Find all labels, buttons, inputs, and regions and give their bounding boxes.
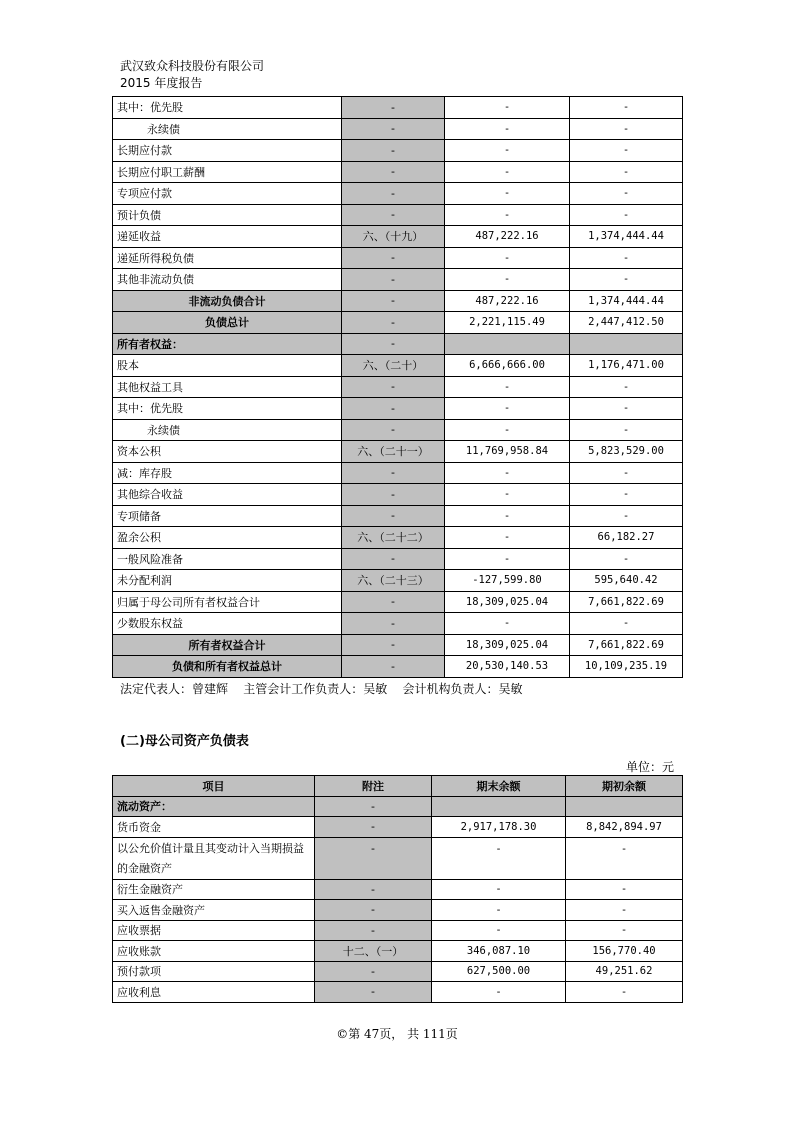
row-note: - xyxy=(315,982,432,1003)
table-header-row xyxy=(113,776,683,797)
row-end-balance: 18,309,025.04 xyxy=(445,591,570,613)
row-end-balance: - xyxy=(445,247,570,269)
row-label: 递延所得税负债 xyxy=(113,247,342,269)
table-row xyxy=(113,548,683,570)
row-end-balance: 6,666,666.00 xyxy=(445,355,570,377)
header-note: 附注 xyxy=(315,776,432,797)
table-row xyxy=(113,796,683,817)
row-begin-balance: 1,176,471.00 xyxy=(570,355,683,377)
row-begin-balance: 49,251.62 xyxy=(566,961,683,982)
row-end-balance: 18,309,025.04 xyxy=(445,634,570,656)
table-row xyxy=(113,269,683,291)
row-note: - xyxy=(342,505,445,527)
table-row xyxy=(113,398,683,420)
row-begin-balance: - xyxy=(570,269,683,291)
row-label: 所有者权益： xyxy=(113,333,342,355)
table-row xyxy=(113,656,683,678)
row-note: - xyxy=(342,484,445,506)
table-row xyxy=(113,941,683,962)
row-label: 归属于母公司所有者权益合计 xyxy=(113,591,342,613)
report-header xyxy=(120,58,264,92)
row-note: 六、（二十二） xyxy=(342,527,445,549)
row-label: 其他综合收益 xyxy=(113,484,342,506)
row-end-balance: - xyxy=(445,97,570,119)
row-label: 一般风险准备 xyxy=(113,548,342,570)
table-row xyxy=(113,462,683,484)
row-end-balance: - xyxy=(445,527,570,549)
row-begin-balance: 1,374,444.44 xyxy=(570,290,683,312)
row-end-balance: - xyxy=(432,837,566,879)
table-row xyxy=(113,441,683,463)
row-begin-balance: 1,374,444.44 xyxy=(570,226,683,248)
row-label: 应收账款 xyxy=(113,941,315,962)
row-begin-balance: 5,823,529.00 xyxy=(570,441,683,463)
table-row xyxy=(113,419,683,441)
row-end-balance: 11,769,958.84 xyxy=(445,441,570,463)
row-end-balance: - xyxy=(445,183,570,205)
table-row xyxy=(113,97,683,119)
row-label: 货币资金 xyxy=(113,817,315,838)
row-end-balance: - xyxy=(432,900,566,921)
row-note: 十二、（一） xyxy=(315,941,432,962)
row-note: - xyxy=(315,920,432,941)
row-note: - xyxy=(342,656,445,678)
table-row xyxy=(113,333,683,355)
row-note: - xyxy=(342,376,445,398)
table-row xyxy=(113,837,683,879)
row-begin-balance: - xyxy=(570,613,683,635)
table-row xyxy=(113,982,683,1003)
report-title: 2015 年度报告 xyxy=(120,76,203,90)
table-row xyxy=(113,118,683,140)
row-note: 六、（二十） xyxy=(342,355,445,377)
row-label: 所有者权益合计 xyxy=(113,634,342,656)
table-row xyxy=(113,290,683,312)
row-label: 其他非流动负债 xyxy=(113,269,342,291)
row-begin-balance: 7,661,822.69 xyxy=(570,634,683,656)
row-note: - xyxy=(342,97,445,119)
row-begin-balance: 66,182.27 xyxy=(570,527,683,549)
table-row xyxy=(113,312,683,334)
row-end-balance: - xyxy=(432,982,566,1003)
row-label: 非流动负债合计 xyxy=(113,290,342,312)
row-begin-balance: - xyxy=(570,484,683,506)
row-note: - xyxy=(315,879,432,900)
table-row xyxy=(113,204,683,226)
row-end-balance: 627,500.00 xyxy=(432,961,566,982)
row-end-balance: - xyxy=(445,505,570,527)
row-begin-balance: - xyxy=(570,183,683,205)
row-note: - xyxy=(342,118,445,140)
row-begin-balance: - xyxy=(570,97,683,119)
table-row xyxy=(113,570,683,592)
row-label: 长期应付职工薪酬 xyxy=(113,161,342,183)
table-row xyxy=(113,920,683,941)
table-row xyxy=(113,183,683,205)
row-label: 盈余公积 xyxy=(113,527,342,549)
row-begin-balance xyxy=(566,796,683,817)
row-note: - xyxy=(315,961,432,982)
row-label: 流动资产： xyxy=(113,796,315,817)
row-begin-balance: - xyxy=(570,140,683,162)
row-end-balance: 346,087.10 xyxy=(432,941,566,962)
row-begin-balance: - xyxy=(570,462,683,484)
row-end-balance xyxy=(445,333,570,355)
row-label: 未分配利润 xyxy=(113,570,342,592)
row-label: 资本公积 xyxy=(113,441,342,463)
parent-balance-sheet xyxy=(112,775,683,1003)
row-note: - xyxy=(342,462,445,484)
row-begin-balance: - xyxy=(566,920,683,941)
row-note: - xyxy=(315,796,432,817)
row-label: 应收票据 xyxy=(113,920,315,941)
row-label: 其中：优先股 xyxy=(113,398,342,420)
table-row xyxy=(113,900,683,921)
row-label: 其中：优先股 xyxy=(113,97,342,119)
row-note: - xyxy=(342,419,445,441)
table-row xyxy=(113,247,683,269)
header-item: 项目 xyxy=(113,776,315,797)
row-end-balance: - xyxy=(445,140,570,162)
row-begin-balance: 2,447,412.50 xyxy=(570,312,683,334)
row-note: - xyxy=(342,204,445,226)
row-note: - xyxy=(342,591,445,613)
row-label: 应收利息 xyxy=(113,982,315,1003)
table-row xyxy=(113,484,683,506)
row-end-balance: - xyxy=(445,462,570,484)
row-label: 永续债 xyxy=(113,118,342,140)
row-label: 永续债 xyxy=(113,419,342,441)
row-end-balance: 2,221,115.49 xyxy=(445,312,570,334)
row-label: 减：库存股 xyxy=(113,462,342,484)
table-row xyxy=(113,376,683,398)
row-label: 递延收益 xyxy=(113,226,342,248)
row-begin-balance: - xyxy=(570,505,683,527)
row-label: 专项应付款 xyxy=(113,183,342,205)
row-note: - xyxy=(342,140,445,162)
row-begin-balance: - xyxy=(570,548,683,570)
row-label: 少数股东权益 xyxy=(113,613,342,635)
row-note: - xyxy=(342,290,445,312)
row-note: - xyxy=(342,333,445,355)
header-end-balance: 期末余额 xyxy=(432,776,566,797)
signatures: 法定代表人：曾建辉 主管会计工作负责人：吴敏 会计机构负责人：吴敏 xyxy=(120,682,523,696)
row-begin-balance: 156,770.40 xyxy=(566,941,683,962)
table-row xyxy=(113,226,683,248)
row-begin-balance: - xyxy=(570,161,683,183)
row-end-balance: - xyxy=(445,419,570,441)
row-note: - xyxy=(342,183,445,205)
table-row xyxy=(113,613,683,635)
row-label: 专项储备 xyxy=(113,505,342,527)
row-begin-balance: - xyxy=(566,982,683,1003)
company-name: 武汉致众科技股份有限公司 xyxy=(120,59,265,73)
row-label: 买入返售金融资产 xyxy=(113,900,315,921)
unit-label: 单位：元 xyxy=(625,760,674,774)
consolidated-balance-sheet-continued xyxy=(112,96,683,678)
row-begin-balance xyxy=(570,333,683,355)
table-row xyxy=(113,161,683,183)
row-begin-balance: - xyxy=(566,837,683,879)
row-begin-balance: 10,109,235.19 xyxy=(570,656,683,678)
table-row xyxy=(113,355,683,377)
row-end-balance: - xyxy=(445,269,570,291)
row-end-balance: - xyxy=(445,204,570,226)
row-label: 股本 xyxy=(113,355,342,377)
row-end-balance: - xyxy=(445,484,570,506)
row-end-balance: 20,530,140.53 xyxy=(445,656,570,678)
row-end-balance: - xyxy=(445,376,570,398)
row-begin-balance: 595,640.42 xyxy=(570,570,683,592)
table-row xyxy=(113,817,683,838)
header-begin-balance: 期初余额 xyxy=(566,776,683,797)
row-note: - xyxy=(342,247,445,269)
row-end-balance: - xyxy=(445,161,570,183)
row-end-balance: - xyxy=(445,118,570,140)
row-label: 其他权益工具 xyxy=(113,376,342,398)
row-begin-balance: - xyxy=(570,247,683,269)
row-label: 负债和所有者权益总计 xyxy=(113,656,342,678)
row-note: 六、（二十三） xyxy=(342,570,445,592)
row-note: - xyxy=(342,398,445,420)
row-begin-balance: - xyxy=(570,376,683,398)
table-row xyxy=(113,527,683,549)
row-label: 衍生金融资产 xyxy=(113,879,315,900)
table-row xyxy=(113,591,683,613)
row-note: 六、（二十一） xyxy=(342,441,445,463)
row-end-balance: - xyxy=(432,879,566,900)
row-begin-balance: - xyxy=(566,879,683,900)
row-end-balance: - xyxy=(432,920,566,941)
row-label: 预付款项 xyxy=(113,961,315,982)
row-end-balance: 2,917,178.30 xyxy=(432,817,566,838)
row-label: 预计负债 xyxy=(113,204,342,226)
row-begin-balance: - xyxy=(566,900,683,921)
row-begin-balance: - xyxy=(570,118,683,140)
page-footer: ©第 47页， 共 111页 xyxy=(336,1027,458,1041)
row-note: - xyxy=(342,312,445,334)
table-row xyxy=(113,505,683,527)
row-label: 长期应付款 xyxy=(113,140,342,162)
row-label: 以公允价值计量且其变动计入当期损益的金融资产 xyxy=(113,837,315,879)
row-note: - xyxy=(342,634,445,656)
row-note: - xyxy=(342,269,445,291)
row-begin-balance: - xyxy=(570,204,683,226)
row-note: - xyxy=(315,900,432,921)
row-begin-balance: - xyxy=(570,398,683,420)
row-begin-balance: - xyxy=(570,419,683,441)
section-title: (二)母公司资产负债表 xyxy=(120,734,249,749)
row-end-balance: - xyxy=(445,613,570,635)
table-row xyxy=(113,961,683,982)
row-note: - xyxy=(342,548,445,570)
table-row xyxy=(113,879,683,900)
row-note: - xyxy=(342,161,445,183)
row-end-balance xyxy=(432,796,566,817)
row-note: 六、（十九） xyxy=(342,226,445,248)
row-end-balance: 487,222.16 xyxy=(445,290,570,312)
row-end-balance: 487,222.16 xyxy=(445,226,570,248)
table-row xyxy=(113,634,683,656)
row-note: - xyxy=(342,613,445,635)
row-note: - xyxy=(315,837,432,879)
row-note: - xyxy=(315,817,432,838)
row-label: 负债总计 xyxy=(113,312,342,334)
row-end-balance: - xyxy=(445,398,570,420)
row-begin-balance: 8,842,894.97 xyxy=(566,817,683,838)
row-end-balance: -127,599.80 xyxy=(445,570,570,592)
row-begin-balance: 7,661,822.69 xyxy=(570,591,683,613)
row-end-balance: - xyxy=(445,548,570,570)
table-row xyxy=(113,140,683,162)
